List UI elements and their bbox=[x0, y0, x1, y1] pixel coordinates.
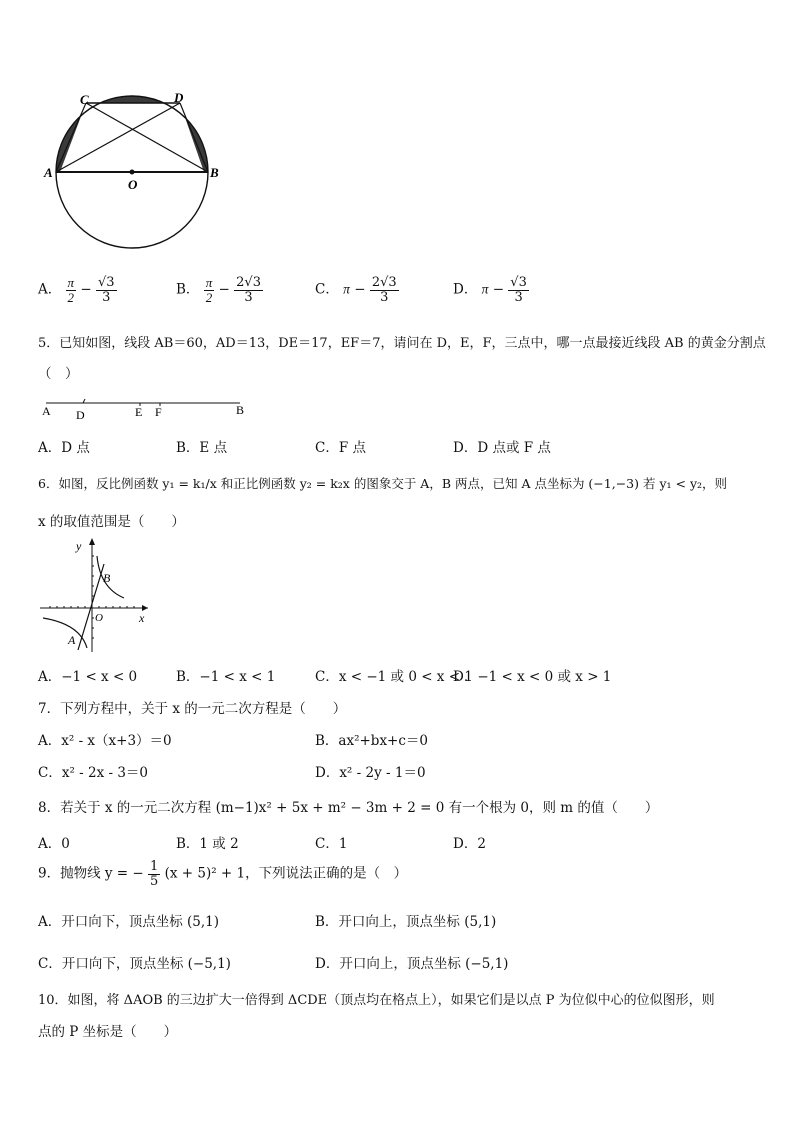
q8-question: 8．若关于 x 的一元二次方程 (m−1)x² + 5x + m² − 3m + 2 = 0 有一个根为 0，则 m 的值（ ） bbox=[38, 800, 659, 816]
label-O: O bbox=[128, 177, 138, 192]
q9-question: 9．抛物线 y = − $\frac{1}{5}$ (x + 5)² + 1，下列说法正确的是（ ） bbox=[38, 859, 408, 889]
label-C: C bbox=[80, 92, 89, 107]
q5-segment-figure bbox=[40, 392, 250, 422]
q6-graph bbox=[40, 536, 155, 654]
seg-label-D: D bbox=[76, 408, 85, 422]
seg-label-F: F bbox=[155, 405, 162, 419]
point-label-B: B bbox=[103, 571, 111, 585]
q5-option-a[interactable]: A．D 点 bbox=[38, 440, 90, 456]
q6-option-a[interactable]: A．−1 < x < 0 bbox=[38, 669, 138, 685]
q4-option-c[interactable]: C． π − $\frac{2√3}{3}$ bbox=[315, 275, 397, 305]
q6-option-b[interactable]: B．−1 < x < 1 bbox=[176, 669, 276, 685]
point-label-A: A bbox=[68, 633, 76, 647]
q8-option-c[interactable]: C．1 bbox=[315, 836, 348, 852]
q9-option-b[interactable]: B．开口向上，顶点坐标 (5,1) bbox=[315, 914, 497, 930]
q6-question-line2: x 的取值范围是（ ） bbox=[38, 514, 185, 530]
origin-label: O bbox=[95, 612, 103, 624]
hyperbola-branch-1 bbox=[97, 556, 124, 598]
label-B: B bbox=[210, 165, 219, 180]
q8-option-d[interactable]: D．2 bbox=[453, 836, 486, 852]
q9-option-a[interactable]: A．开口向下，顶点坐标 (5,1) bbox=[38, 914, 220, 930]
circle-figure bbox=[44, 88, 234, 258]
q6-option-d[interactable]: D．−1 < x < 0 或 x > 1 bbox=[453, 669, 612, 685]
q4-option-a[interactable]: A． $\frac{\pi}{2}$ − $\frac{√3}{3}$ bbox=[38, 275, 115, 305]
q7-option-a[interactable]: A．x² - x（x+3）＝0 bbox=[38, 733, 172, 749]
q5-question: 5．已知如图，线段 AB＝60，AD＝13，DE＝17，EF＝7，请问在 D，E，F，三点中，哪一点最接近线段 AB 的黄金分割点 bbox=[38, 336, 766, 351]
q6-option-c[interactable]: C．x < −1 或 0 < x < 1 bbox=[315, 669, 473, 685]
q4-option-d[interactable]: D． π − $\frac{√3}{3}$ bbox=[453, 275, 527, 305]
q7-option-d[interactable]: D．x² - 2y - 1＝0 bbox=[315, 765, 426, 781]
seg-label-A: A bbox=[42, 404, 51, 418]
q10-question-line2: 点的 P 坐标是（ ） bbox=[38, 1024, 178, 1040]
q4-option-b[interactable]: B． $\frac{\pi}{2}$ − $\frac{2√3}{3}$ bbox=[176, 275, 261, 305]
q5-option-b[interactable]: B．E 点 bbox=[176, 440, 228, 456]
q9-fraction: $\frac{1}{5}$ bbox=[150, 859, 159, 889]
label-D: D bbox=[174, 90, 184, 105]
q8-option-a[interactable]: A．0 bbox=[38, 836, 70, 852]
axis-label-y: y bbox=[76, 539, 82, 553]
q6-question-line1: 6．如图，反比例函数 y₁ = k₁/x 和正比例函数 y₂ = k₂x 的图象交于 A，B 两点，已知 A 点坐标为 (−1,−3) 若 y₁ < y₂，则 bbox=[38, 476, 728, 491]
center-point bbox=[130, 170, 135, 175]
seg-label-B: B bbox=[236, 403, 245, 417]
q9-option-c[interactable]: C．开口向下，顶点坐标 (−5,1) bbox=[38, 956, 231, 972]
q8-option-b[interactable]: B．1 或 2 bbox=[176, 836, 239, 852]
q7-option-b[interactable]: B．ax²+bx+c＝0 bbox=[315, 733, 429, 749]
q9-option-d[interactable]: D．开口向上，顶点坐标 (−5,1) bbox=[315, 956, 509, 972]
q5-option-d[interactable]: D．D 点或 F 点 bbox=[453, 440, 551, 456]
q5-option-c[interactable]: C．F 点 bbox=[315, 440, 366, 456]
axis-label-x: x bbox=[139, 611, 145, 625]
q10-question-line1: 10．如图，将 ΔAOB 的三边扩大一倍得到 ΔCDE（顶点均在格点上），如果它们是以点 P 为位似中心的位似图形，则 bbox=[38, 993, 715, 1008]
q5-paren: （ ） bbox=[38, 366, 79, 382]
q7-option-c[interactable]: C．x² - 2x - 3＝0 bbox=[38, 765, 149, 781]
shaded-segment-top bbox=[86, 78, 180, 103]
seg-label-E: E bbox=[135, 405, 143, 419]
label-A: A bbox=[44, 165, 53, 180]
q7-question: 7．下列方程中，关于 x 的一元二次方程是（ ） bbox=[38, 701, 347, 717]
